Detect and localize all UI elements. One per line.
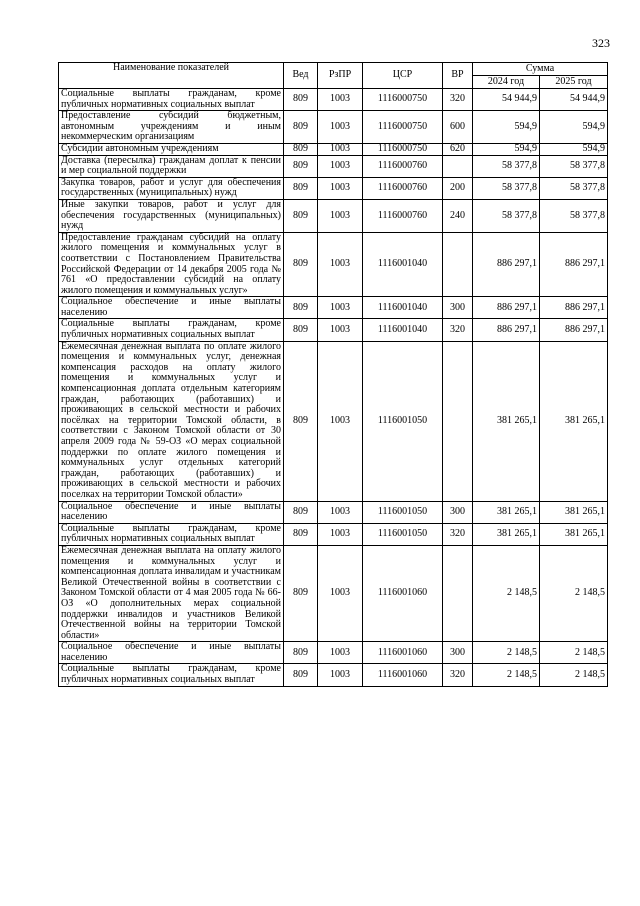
cell-csr: 1116001050 <box>363 501 443 523</box>
cell-rzpr: 1003 <box>318 341 363 501</box>
cell-sum-2024: 381 265,1 <box>473 501 540 523</box>
cell-ved: 809 <box>284 319 318 341</box>
cell-sum-2025: 58 377,8 <box>540 177 608 199</box>
cell-sum-2024: 594,9 <box>473 143 540 155</box>
header-name: Наименование показателей <box>59 63 284 89</box>
cell-rzpr: 1003 <box>318 143 363 155</box>
table-row <box>59 89 608 111</box>
cell-vr: 320 <box>443 664 473 686</box>
cell-sum-2024: 886 297,1 <box>473 232 540 297</box>
cell-rzpr: 1003 <box>318 319 363 341</box>
cell-ved: 809 <box>284 199 318 232</box>
cell-name: Социальные выплаты гражданам, кроме публичных нормативных социальных выплат <box>59 523 284 545</box>
cell-sum-2024: 594,9 <box>473 111 540 144</box>
cell-ved: 809 <box>284 642 318 664</box>
cell-sum-2024: 2 148,5 <box>473 642 540 664</box>
cell-name: Закупка товаров, работ и услуг для обеспечения государственных (муниципальных) нужд <box>59 177 284 199</box>
cell-sum-2025: 381 265,1 <box>540 501 608 523</box>
table-row <box>59 232 608 297</box>
header-csr: ЦСР <box>363 63 443 89</box>
cell-csr: 1116000750 <box>363 111 443 144</box>
header-rzpr: РзПР <box>318 63 363 89</box>
cell-ved: 809 <box>284 664 318 686</box>
cell-sum-2025: 594,9 <box>540 143 608 155</box>
cell-vr: 300 <box>443 642 473 664</box>
cell-vr: 320 <box>443 523 473 545</box>
table-row <box>59 545 608 641</box>
cell-rzpr: 1003 <box>318 232 363 297</box>
cell-sum-2025: 886 297,1 <box>540 297 608 319</box>
cell-rzpr: 1003 <box>318 664 363 686</box>
table-row <box>59 111 608 144</box>
table-row <box>59 155 608 177</box>
cell-vr <box>443 232 473 297</box>
cell-name: Иные закупки товаров, работ и услуг для обеспечения государственных (муниципальных) нужд <box>59 199 284 232</box>
cell-rzpr: 1003 <box>318 501 363 523</box>
cell-sum-2024: 58 377,8 <box>473 155 540 177</box>
cell-ved: 809 <box>284 297 318 319</box>
cell-rzpr: 1003 <box>318 199 363 232</box>
cell-sum-2025: 886 297,1 <box>540 232 608 297</box>
cell-ved: 809 <box>284 155 318 177</box>
cell-sum-2025: 2 148,5 <box>540 642 608 664</box>
cell-ved: 809 <box>284 143 318 155</box>
budget-table <box>58 62 608 687</box>
cell-csr: 1116001050 <box>363 341 443 501</box>
table-header <box>59 63 608 89</box>
cell-rzpr: 1003 <box>318 545 363 641</box>
cell-rzpr: 1003 <box>318 297 363 319</box>
cell-csr: 1116001060 <box>363 545 443 641</box>
cell-ved: 809 <box>284 341 318 501</box>
cell-sum-2024: 54 944,9 <box>473 89 540 111</box>
cell-sum-2025: 2 148,5 <box>540 664 608 686</box>
cell-sum-2025: 2 148,5 <box>540 545 608 641</box>
cell-sum-2025: 58 377,8 <box>540 199 608 232</box>
cell-sum-2025: 594,9 <box>540 111 608 144</box>
cell-ved: 809 <box>284 232 318 297</box>
cell-sum-2024: 381 265,1 <box>473 341 540 501</box>
cell-vr: 200 <box>443 177 473 199</box>
cell-ved: 809 <box>284 177 318 199</box>
cell-ved: 809 <box>284 545 318 641</box>
table-row <box>59 523 608 545</box>
cell-csr: 1116001040 <box>363 232 443 297</box>
cell-csr: 1116001060 <box>363 664 443 686</box>
cell-csr: 1116001060 <box>363 642 443 664</box>
cell-name: Социальные выплаты гражданам, кроме публичных нормативных социальных выплат <box>59 664 284 686</box>
table-row <box>59 143 608 155</box>
cell-name: Ежемесячная денежная выплата на оплату жилого помещения и коммунальных услуг и компенсационная доплата инвалидам и участникам Великой Отечественной войны в соответствии с Законом Томской области от 4 мая 2005 года № 66-ОЗ «О дополнительных мерах социальной поддержки инвалидов и участников Великой Отечественной войны на территории Томской области» <box>59 545 284 641</box>
cell-sum-2025: 381 265,1 <box>540 341 608 501</box>
cell-vr: 300 <box>443 297 473 319</box>
header-year-2025: 2025 год <box>540 76 608 89</box>
cell-csr: 1116000750 <box>363 89 443 111</box>
table-body <box>59 89 608 687</box>
header-year-2024: 2024 год <box>473 76 540 89</box>
cell-rzpr: 1003 <box>318 177 363 199</box>
cell-sum-2025: 381 265,1 <box>540 523 608 545</box>
cell-name: Предоставление гражданам субсидий на оплату жилого помещения и коммунальных услуг в соответствии с Постановлением Правительства Российской Федерации от 14 декабря 2005 года № 761 «О предоставлении субсидий на оплату жилого помещения и коммунальных услуг» <box>59 232 284 297</box>
cell-csr: 1116000760 <box>363 199 443 232</box>
cell-name: Ежемесячная денежная выплата по оплате жилого помещения и коммунальных услуг, денежная компенсация расходов на оплату жилого помещения и коммунальных услуг и компенсационная доплата отдельным категориям граждан, работающих (работавших) и проживающих в сельской местности и рабочих посёлках на территории Томской области, в соответствии с Законом Томской области от 30 апреля 2009 года № 59-ОЗ «О мерах социальной поддержки по оплате жилого помещения и коммунальных услуг отдельных категорий граждан, работающих (работавших) и проживающих в сельской местности и рабочих поселках на территории Томской области» <box>59 341 284 501</box>
cell-vr <box>443 545 473 641</box>
table-row <box>59 642 608 664</box>
cell-name: Субсидии автономным учреждениям <box>59 143 284 155</box>
cell-sum-2024: 381 265,1 <box>473 523 540 545</box>
table-row <box>59 664 608 686</box>
cell-sum-2024: 886 297,1 <box>473 319 540 341</box>
cell-ved: 809 <box>284 89 318 111</box>
cell-name: Социальное обеспечение и иные выплаты населению <box>59 501 284 523</box>
header-sum: Сумма <box>473 63 608 76</box>
cell-sum-2025: 886 297,1 <box>540 319 608 341</box>
cell-ved: 809 <box>284 111 318 144</box>
cell-ved: 809 <box>284 501 318 523</box>
cell-rzpr: 1003 <box>318 111 363 144</box>
cell-csr: 1116000760 <box>363 177 443 199</box>
cell-sum-2024: 886 297,1 <box>473 297 540 319</box>
table-row <box>59 319 608 341</box>
table-row <box>59 501 608 523</box>
cell-name: Социальное обеспечение и иные выплаты населению <box>59 642 284 664</box>
cell-name: Социальные выплаты гражданам, кроме публичных нормативных социальных выплат <box>59 319 284 341</box>
cell-vr: 320 <box>443 89 473 111</box>
table-row <box>59 177 608 199</box>
cell-rzpr: 1003 <box>318 642 363 664</box>
cell-rzpr: 1003 <box>318 155 363 177</box>
cell-vr: 600 <box>443 111 473 144</box>
cell-vr: 320 <box>443 319 473 341</box>
cell-rzpr: 1003 <box>318 523 363 545</box>
cell-vr: 300 <box>443 501 473 523</box>
cell-vr <box>443 155 473 177</box>
header-ved: Вед <box>284 63 318 89</box>
cell-sum-2024: 2 148,5 <box>473 664 540 686</box>
header-vr: ВР <box>443 63 473 89</box>
cell-rzpr: 1003 <box>318 89 363 111</box>
cell-sum-2025: 54 944,9 <box>540 89 608 111</box>
cell-csr: 1116001050 <box>363 523 443 545</box>
cell-name: Предоставление субсидий бюджетным, автономным учреждениям и иным некоммерческим организациям <box>59 111 284 144</box>
cell-csr: 1116000760 <box>363 155 443 177</box>
cell-vr: 240 <box>443 199 473 232</box>
cell-sum-2024: 58 377,8 <box>473 177 540 199</box>
cell-csr: 1116000750 <box>363 143 443 155</box>
cell-vr <box>443 341 473 501</box>
table-row <box>59 297 608 319</box>
cell-sum-2025: 58 377,8 <box>540 155 608 177</box>
table-row <box>59 341 608 501</box>
cell-ved: 809 <box>284 523 318 545</box>
page-number: 323 <box>592 36 610 50</box>
cell-sum-2024: 2 148,5 <box>473 545 540 641</box>
table-row <box>59 199 608 232</box>
cell-csr: 1116001040 <box>363 297 443 319</box>
cell-vr: 620 <box>443 143 473 155</box>
cell-sum-2024: 58 377,8 <box>473 199 540 232</box>
cell-csr: 1116001040 <box>363 319 443 341</box>
cell-name: Доставка (пересылка) гражданам доплат к пенсии и мер социальной поддержки <box>59 155 284 177</box>
cell-name: Социальное обеспечение и иные выплаты населению <box>59 297 284 319</box>
cell-name: Социальные выплаты гражданам, кроме публичных нормативных социальных выплат <box>59 89 284 111</box>
